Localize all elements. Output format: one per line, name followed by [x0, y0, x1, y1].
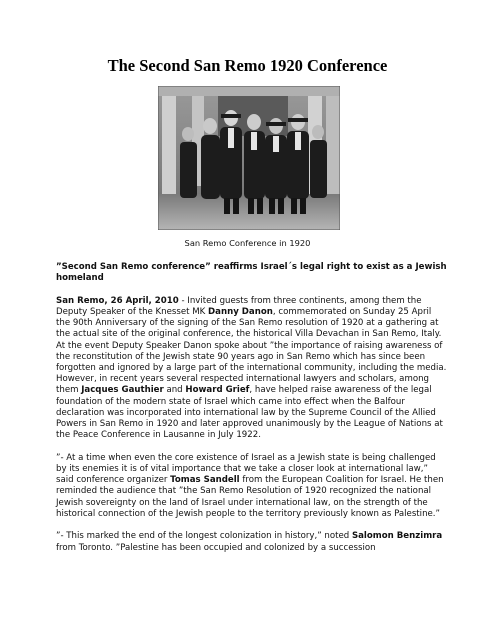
person-name: Howard Grief [185, 385, 250, 396]
paragraph-2 [56, 453, 448, 520]
person-name: Tomas Sandell [170, 475, 240, 486]
paragraph-text: from Toronto. ”Palestine has been occupied and colonized by a succession [56, 542, 376, 553]
paragraph-text: , commemorated on Sunday 25 April the 90th Anniversary of the signing of the San Remo resolution of 1920 at a gathering at the actual site of the original conference, the historical Villa Devachan in San Remo, Italy. At the event Deputy Speaker Danon spoke about ”the importance of raising awareness of the reconstitution of the Jewish state 90 years ago in San Remo which has since been forgotten and ignored by a large part of the international community, including the media. However, in recent years several respected international lawyers and scholars, among them [56, 307, 447, 396]
historical-photo [158, 86, 340, 230]
paragraph-1 [56, 296, 448, 442]
paragraph-text: from the European Coalition for Israel. He then reminded the audience that ”the San Remo Resolution of 1920 recognized the national Jewish sovereignty on the land of Israel under international law, on the strength of the historical connection of the Jewish people to the territory previously known as Palestine.” [56, 475, 444, 519]
paragraph-text: - Invited guests from three continents, among them the Deputy Speaker of the Knesset MK [56, 295, 422, 317]
paragraph-text: and [163, 385, 186, 396]
paragraph-text: , have helped raise awareness of the legal foundation of the modern state of Israel which came into effect when the Balfour declaration was incorporated into international law by the Supreme Council of the Allied Powers in San Remo in 1920 and later approved unanimously by the League of Nations at the Peace Conference in Lausanne in July 1922. [56, 385, 443, 441]
paragraph-3 [56, 531, 448, 553]
article-body [56, 262, 448, 565]
person-name: Jacques Gauthier [81, 385, 164, 396]
article-headline: ”Second San Remo conference” reaffirms Israel´s legal right to exist as a Jewish homeland [56, 262, 447, 284]
person-name: Salomon Benzimra [351, 531, 443, 542]
paragraph-text: ”- At a time when even the core existence of Israel as a Jewish state is being challenged by its enemies it is of vital importance that we take a closer look at international law,” said conference organizer [56, 452, 436, 486]
paragraph-text: ”- This marked the end of the longest colonization in history,” noted [56, 531, 352, 542]
dateline: San Remo, 26 April, 2010 [56, 295, 179, 306]
person-name: Danny Danon [208, 307, 273, 317]
document-title: The Second San Remo 1920 Conference [107, 56, 388, 75]
photo-caption: San Remo Conference in 1920 [184, 238, 311, 248]
